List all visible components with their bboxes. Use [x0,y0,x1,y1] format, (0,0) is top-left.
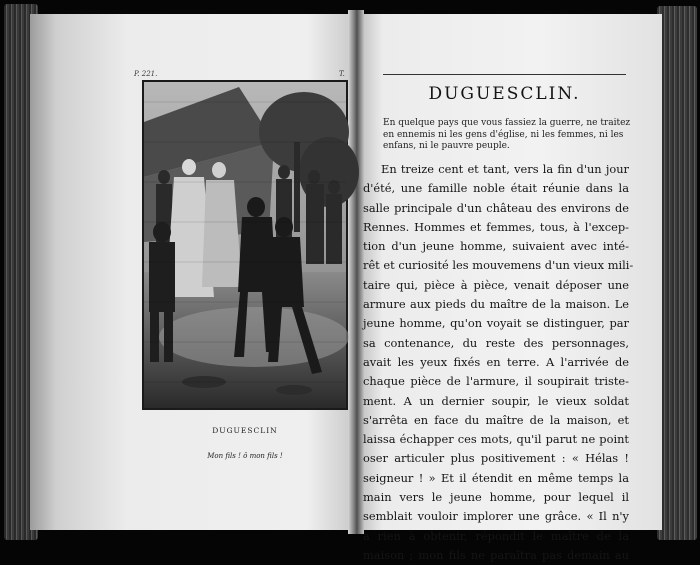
body-line: oser articuler plus positivement : « Hélas ! [363,451,629,466]
right-page-edges [657,6,697,540]
epigraph-line: enfans, ni le pauvre peuple. [383,141,510,151]
body-line: Rennes. Hommes et femmes, tous, à l'excep- [363,219,629,234]
epigraph [383,118,631,153]
body-line: jeune homme, qu'on voyait se distinguer, par [363,316,629,331]
body-line: seigneur ! » Et il étendit en même temps la [363,470,629,485]
body-line: laissa échapper ces mots, qu'il parut ne point [363,432,629,447]
body-line: maison ; mon fils ne paraîtra pas demain au [363,547,629,562]
body-line: armure aux pieds du maître de la maison. Le [363,297,629,312]
body-line: a rien à obtenir, répondit le maître de la [363,528,629,543]
plate-caption: DUGUESCLIN [212,426,278,435]
chapter-title: DUGUESCLIN. [428,84,581,104]
body-text [363,160,634,565]
body-line: salle principale d'un château des environs de [363,200,629,215]
body-line: taire qui, pièce à pièce, venait déposer une [363,277,629,292]
body-line: rêt et curiosité les mouvemens d'un vieux mili- [363,258,634,273]
epigraph-line: En quelque pays que vous fassiez la guerre, ne traitez [383,118,631,128]
body-line: d'été, une famille noble était réunie dans la [363,181,629,196]
body-line: chaque pièce de l'armure, il soupirait triste- [363,374,629,389]
body-line: En treize cent et tant, vers la fin d'un jour [381,162,629,176]
plate-subcaption: Mon fils ! ô mon fils ! [207,452,283,460]
header-rule [383,74,626,75]
book-gutter [348,10,364,534]
epigraph-line: en ennemis ni les gens d'église, ni les femmes, ni les [383,129,624,140]
engraving-illustration [144,82,346,408]
body-line: semblait vouloir implorer une grâce. « Il n'y [363,509,629,524]
plate-reference: P. 221. [134,70,158,78]
plate-reference-right: T. [339,70,345,78]
body-line: avait les yeux fixés en terre. A l'arrivée de [363,354,629,369]
body-line: s'arrêta en face du maître de la maison, et [363,412,629,427]
body-line: sa contenance, du reste des personnages, [363,335,629,350]
engraving-plate [142,80,348,410]
body-line: ment. A un dernier soupir, le vieux soldat [363,393,629,408]
body-line: main vers le jeune homme, pour lequel il [363,490,629,505]
body-line: tion d'un jeune homme, suivaient avec inté- [363,239,629,254]
